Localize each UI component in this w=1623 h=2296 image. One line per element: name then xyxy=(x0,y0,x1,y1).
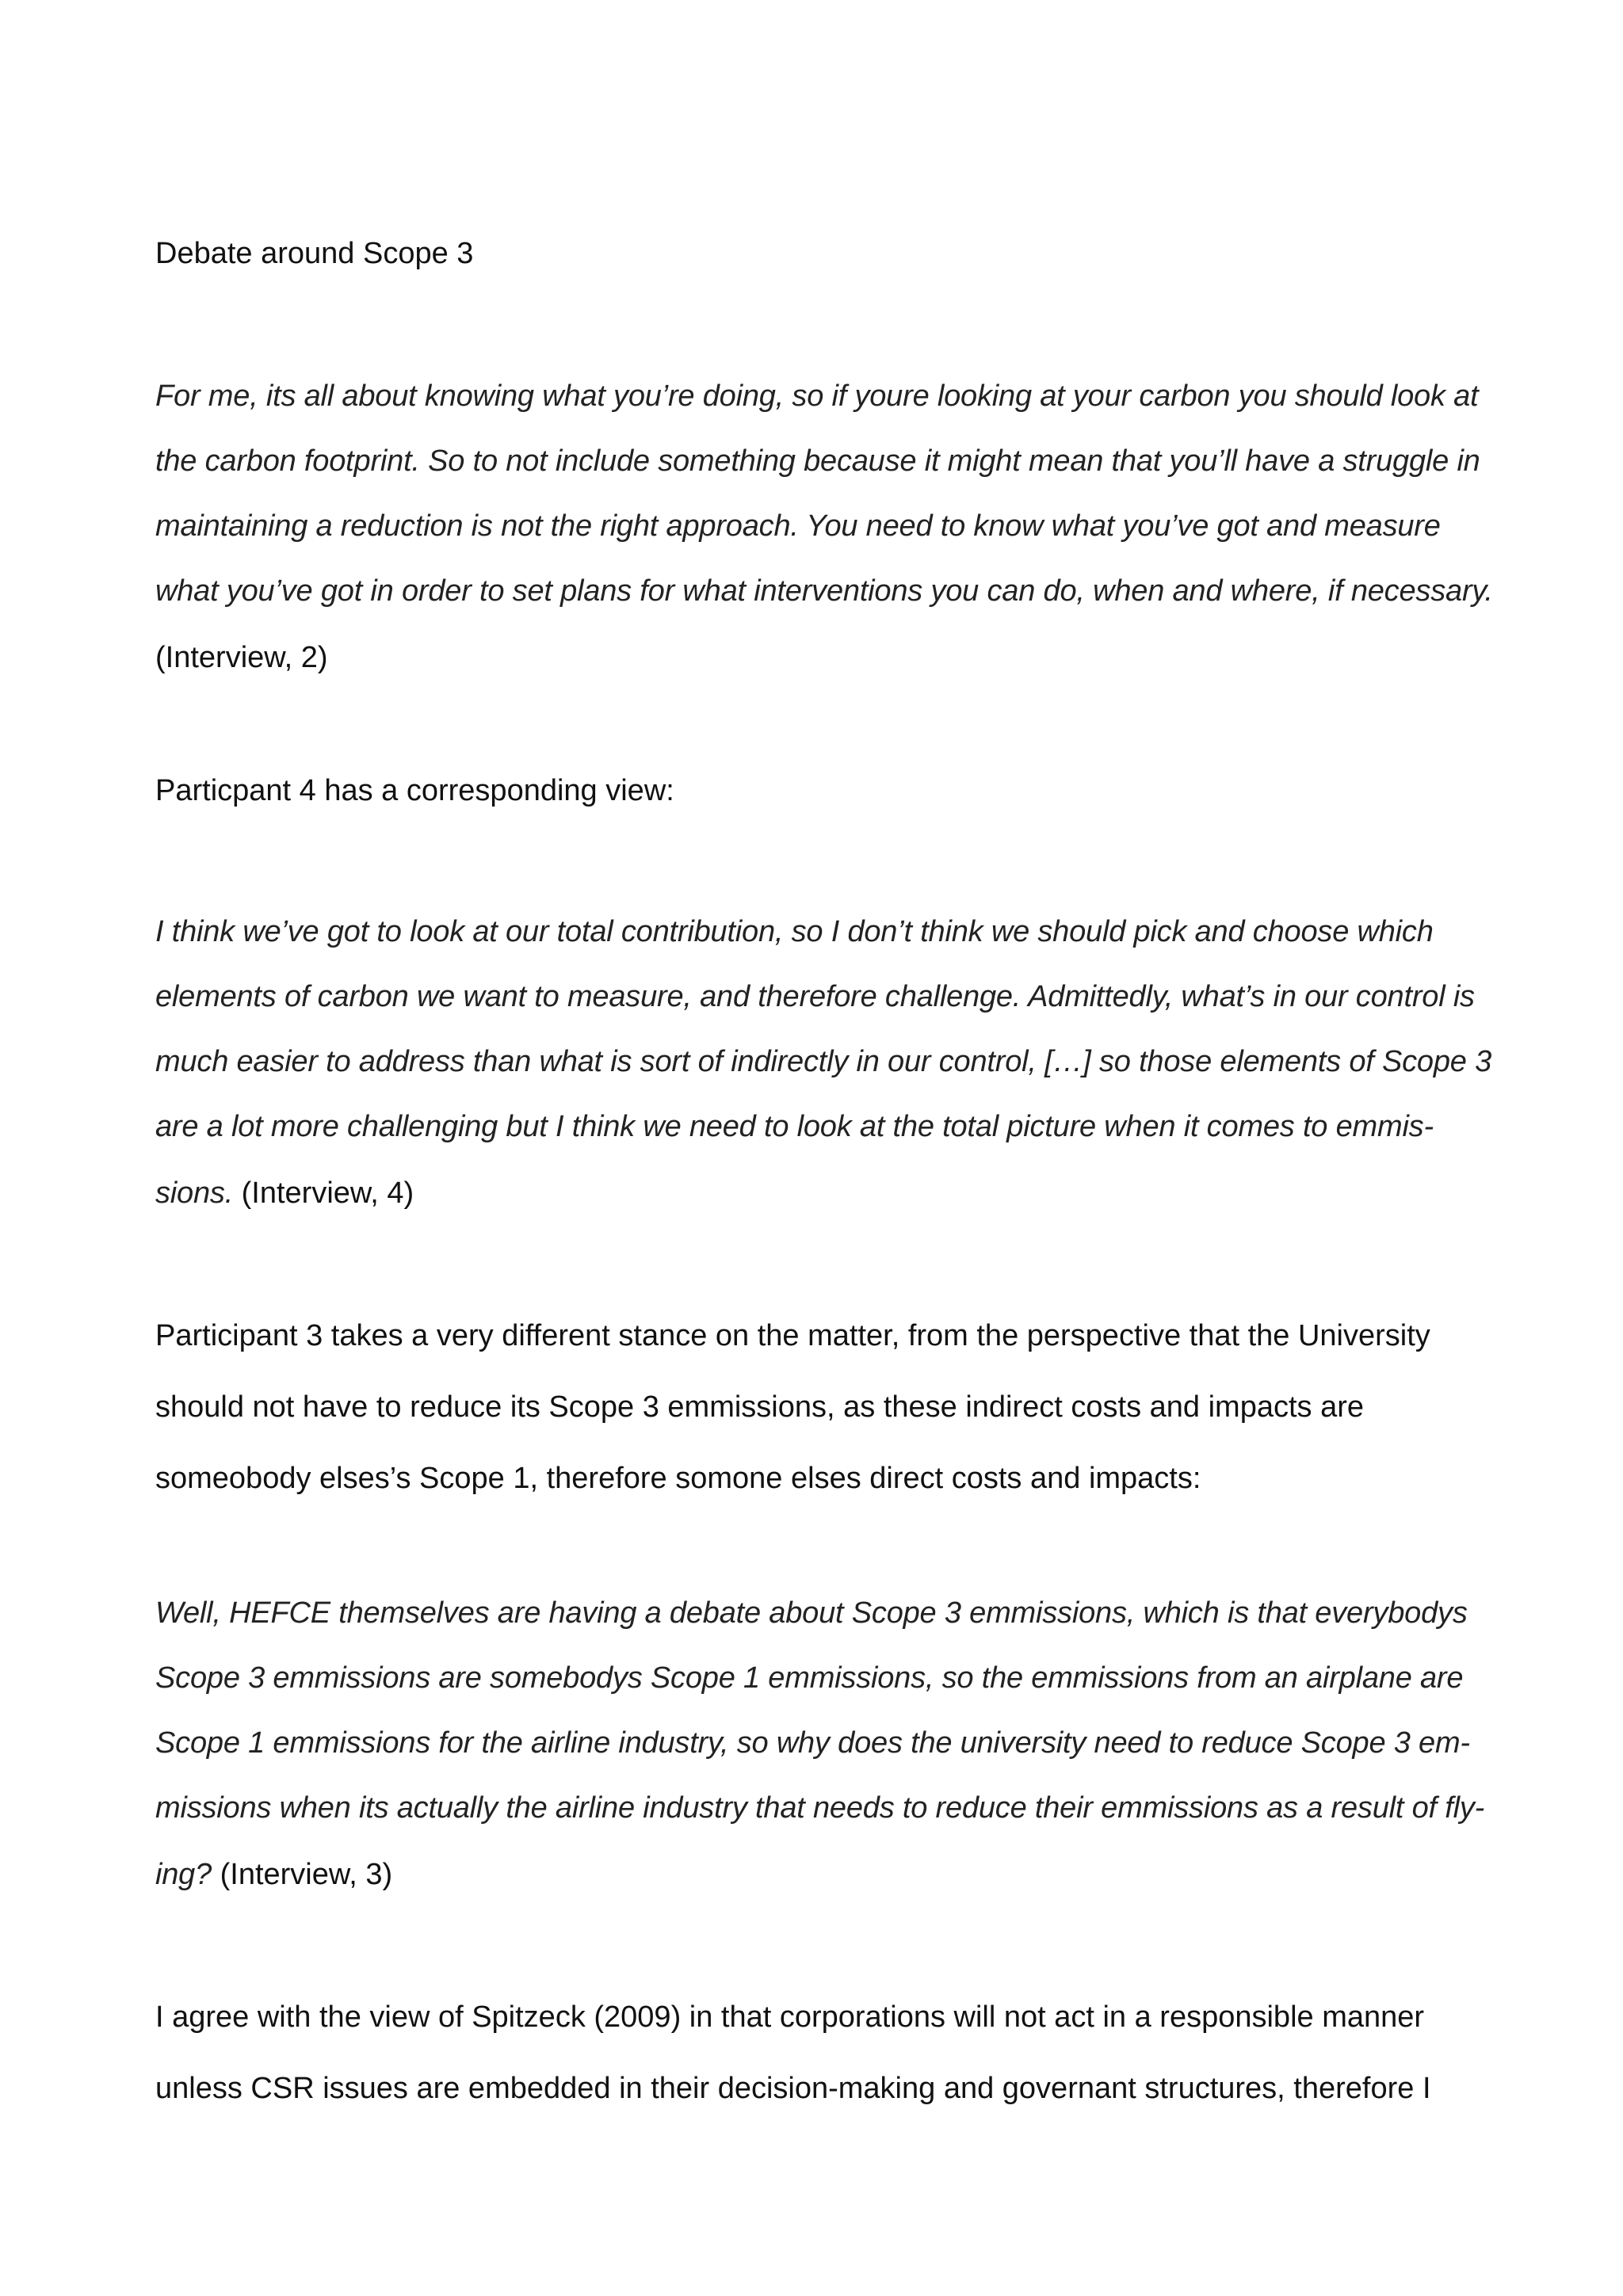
quote3-line-3: Scope 1 emmissions for the airline industry, so why does the university need to reduce Scope 3 em- xyxy=(155,1726,1470,1760)
quote1-line-3: maintaining a reduction is not the right approach. You need to know what you’ve got and measure xyxy=(155,509,1441,543)
quote3-last-words: ing? xyxy=(155,1858,212,1891)
quote3-citation: (Interview, 3) xyxy=(220,1858,393,1891)
quote1-line-4: what you’ve got in order to set plans for what interventions you can do, when and where, if necessary. xyxy=(155,574,1493,608)
quote2-line-3: much easier to address than what is sort of indirectly in our control, […] so those elements of Scope 3 xyxy=(155,1045,1492,1078)
paragraph-participant-3-line-3: someobody elses’s Scope 1, therefore somone elses direct costs and impacts: xyxy=(155,1462,1201,1495)
paragraph-spitzeck-line-2: unless CSR issues are embedded in their decision-making and governant structures, therefore I xyxy=(155,2072,1431,2105)
paragraph-spitzeck-line-1: I agree with the view of Spitzeck (2009) in that corporations will not act in a responsible manner xyxy=(155,2000,1425,2034)
quote3-line-2: Scope 3 emmissions are somebodys Scope 1 emmissions, so the emmissions from an airplane are xyxy=(155,1661,1464,1695)
paragraph-participant-3-line-2: should not have to reduce its Scope 3 emmissions, as these indirect costs and impacts are xyxy=(155,1390,1365,1424)
section-heading: Debate around Scope 3 xyxy=(155,237,474,270)
quote3-line-4: missions when its actually the airline industry that needs to reduce their emmissions as a result of fly- xyxy=(155,1791,1485,1825)
paragraph-participant-3-line-1: Participant 3 takes a very different stance on the matter, from the perspective that the University xyxy=(155,1319,1430,1352)
quote2-citation: (Interview, 4) xyxy=(241,1177,414,1210)
quote2-last-words: sions. xyxy=(155,1177,234,1210)
quote2-last-line xyxy=(155,1171,414,1215)
quote2-line-1: I think we’ve got to look at our total contribution, so I don’t think we should pick and choose which xyxy=(155,915,1434,948)
quote3-last-line xyxy=(155,1852,392,1897)
quote1-line-1: For me, its all about knowing what you’re doing, so if youre looking at your carbon you should look at xyxy=(155,379,1479,413)
quote2-line-2: elements of carbon we want to measure, and therefore challenge. Admittedly, what’s in our control is xyxy=(155,980,1475,1013)
paragraph-participant-4: Particpant 4 has a corresponding view: xyxy=(155,774,674,807)
quote2-line-4: are a lot more challenging but I think we need to look at the total picture when it comes to emmis- xyxy=(155,1110,1434,1143)
quote1-line-2: the carbon footprint. So to not include something because it might mean that you’ll have a struggle in xyxy=(155,444,1480,478)
quote1-citation: (Interview, 2) xyxy=(155,641,328,674)
quote3-line-1: Well, HEFCE themselves are having a debate about Scope 3 emmissions, which is that everybodys xyxy=(155,1596,1468,1630)
